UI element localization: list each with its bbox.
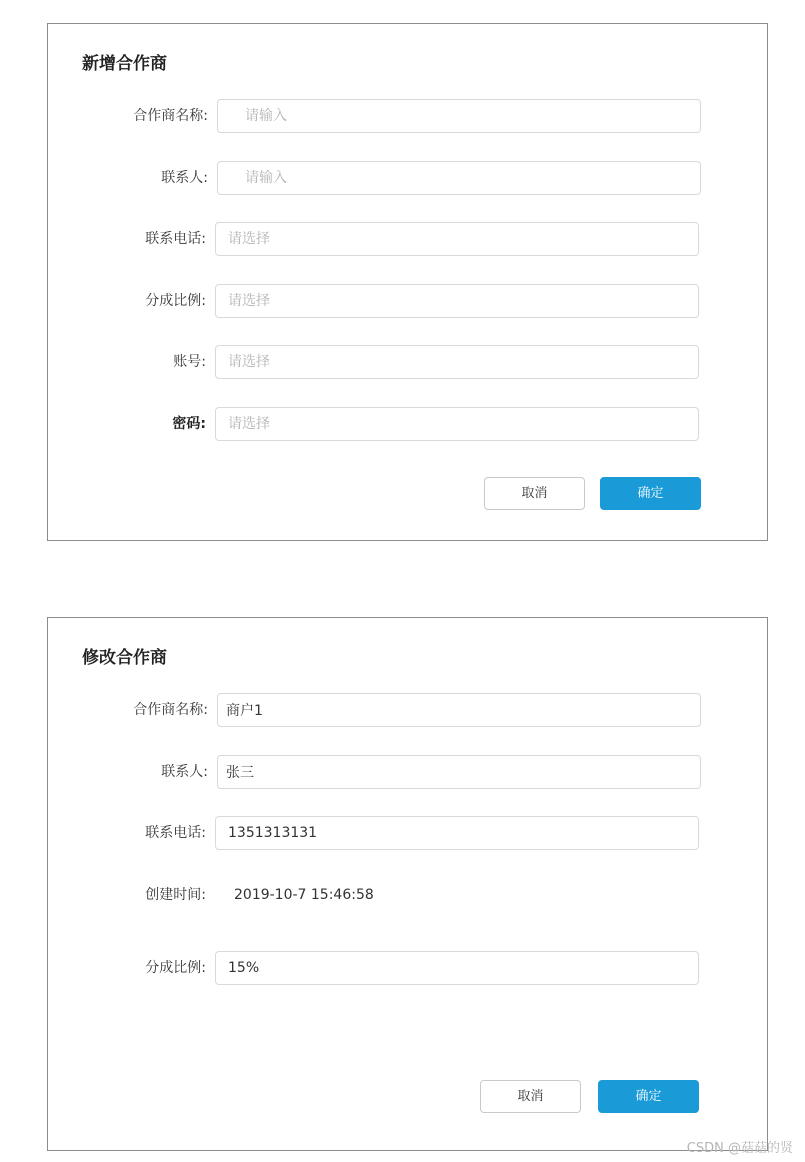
edit-contact-label: 联系人: — [161, 764, 208, 780]
edit-dialog-title: 修改合作商 — [82, 648, 167, 668]
edit-phone-label: 联系电话: — [145, 825, 206, 841]
edit-ratio-label: 分成比例: — [145, 960, 206, 976]
add-confirm-button[interactable]: 确定 — [600, 477, 701, 510]
password-input[interactable] — [215, 407, 699, 441]
ratio-label: 分成比例: — [145, 293, 206, 309]
created-time-label: 创建时间: — [145, 887, 206, 903]
partner-name-label: 合作商名称: — [133, 108, 208, 124]
add-cancel-button[interactable]: 取消 — [484, 477, 585, 510]
account-input[interactable] — [215, 345, 699, 379]
password-label: 密码: — [172, 416, 206, 432]
created-time-value: 2019-10-7 15:46:58 — [234, 887, 374, 903]
watermark-text: CSDN @菇菇的贤 — [686, 1141, 793, 1156]
contact-input[interactable] — [217, 161, 701, 195]
edit-ratio-input[interactable] — [215, 951, 699, 985]
edit-partner-dialog — [47, 617, 768, 1151]
contact-label: 联系人: — [161, 170, 208, 186]
add-partner-dialog — [47, 23, 768, 541]
add-dialog-title: 新增合作商 — [82, 54, 167, 74]
edit-partner-name-input[interactable] — [217, 693, 701, 727]
edit-cancel-button[interactable]: 取消 — [480, 1080, 581, 1113]
ratio-input[interactable] — [215, 284, 699, 318]
edit-confirm-button[interactable]: 确定 — [598, 1080, 699, 1113]
phone-input[interactable] — [215, 222, 699, 256]
phone-label: 联系电话: — [145, 231, 206, 247]
partner-name-input[interactable] — [217, 99, 701, 133]
edit-phone-input[interactable] — [215, 816, 699, 850]
edit-partner-name-label: 合作商名称: — [133, 702, 208, 718]
edit-contact-input[interactable] — [217, 755, 701, 789]
account-label: 账号: — [173, 354, 206, 370]
